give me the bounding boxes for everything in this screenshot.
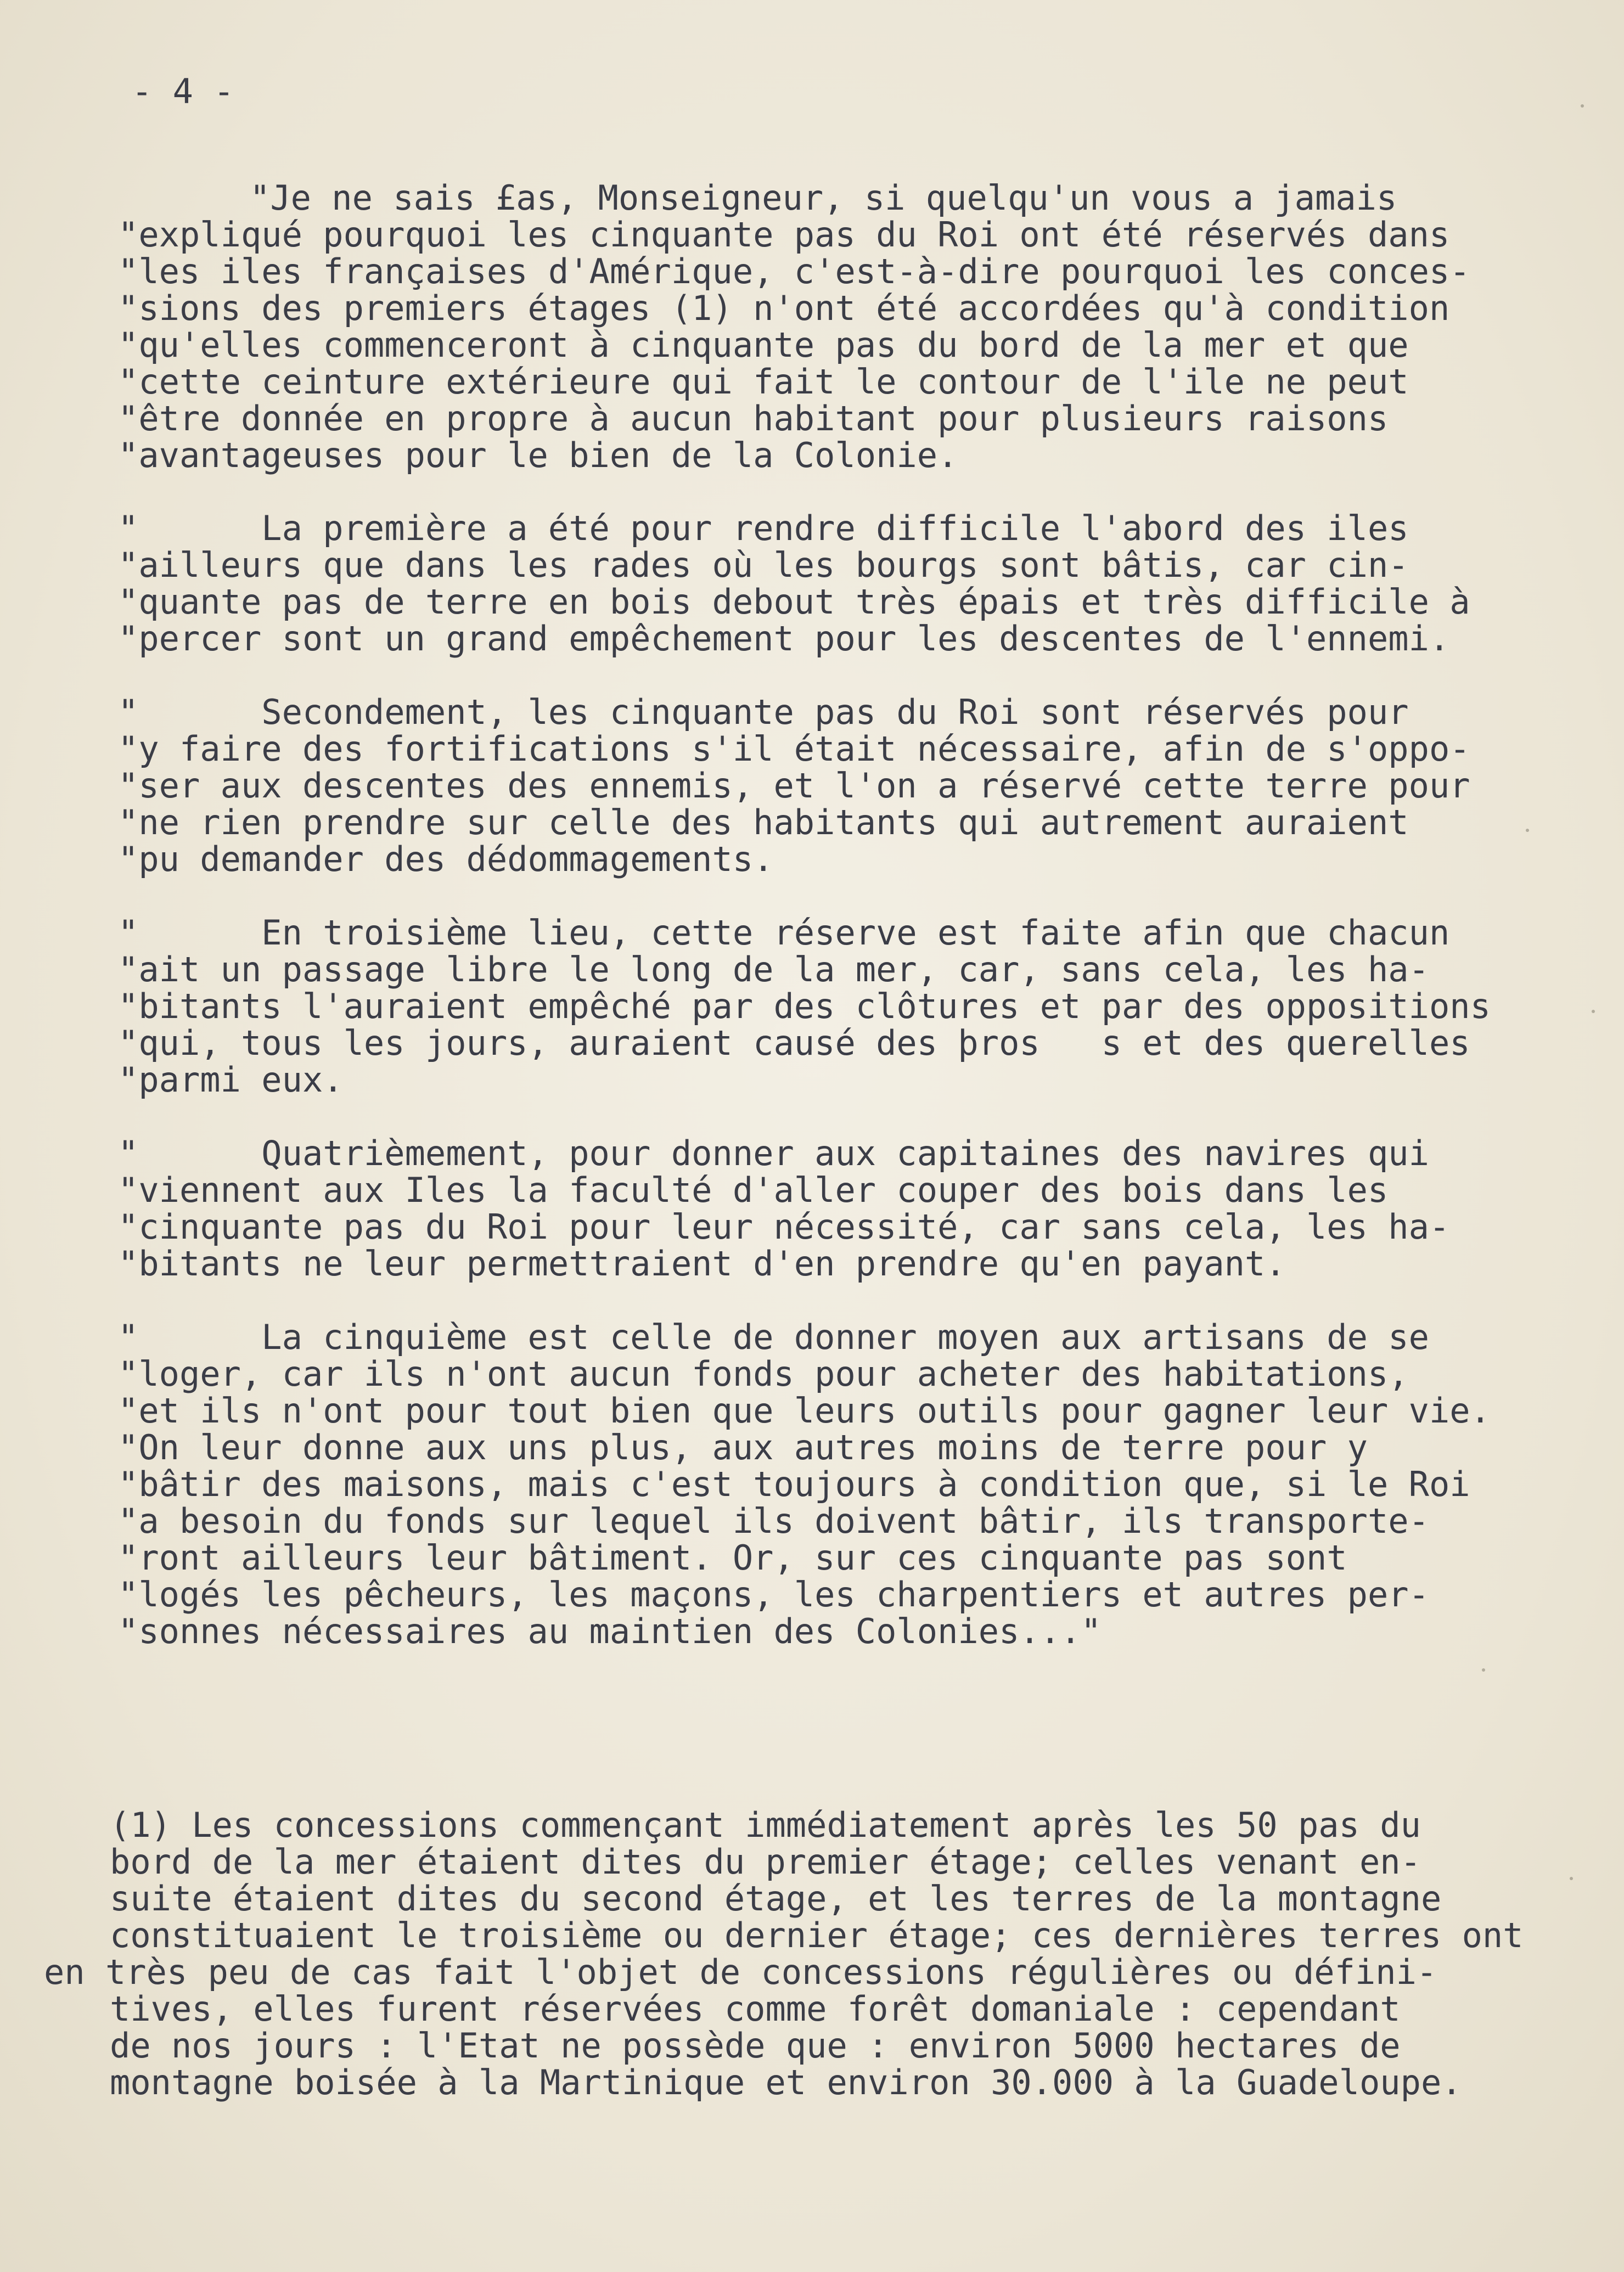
quote-line: "sonnes nécessaires au maintien des Colonies..." [118,1611,1102,1651]
quote-line: " Quatrièmement, pour donner aux capitaines des navires qui [118,1133,1429,1173]
quote-line: "ne rien prendre sur celle des habitants qui autrement auraient [118,802,1409,842]
quote-line: "ait un passage libre le long de la mer, car, sans cela, les ha- [118,949,1429,989]
quote-line: "sions des premiers étages (1) n'ont été accordées qu'à condition [118,288,1450,328]
quote-line: "bitants l'auraient empêché par des clôtures et par des oppositions [118,986,1491,1026]
quote-line: "bitants ne leur permettraient d'en prendre qu'en payant. [118,1244,1286,1284]
quote-line: "On leur donne aux uns plus, aux autres moins de terre pour y [118,1427,1368,1467]
paper-speck [1482,1668,1485,1672]
quote-line: " La cinquième est celle de donner moyen aux artisans de se [118,1317,1429,1357]
quote-line: "avantageuses pour le bien de la Colonie. [118,435,958,475]
quote-line: " La première a été pour rendre difficile l'abord des iles [118,508,1409,548]
quote-line: "viennent aux Iles la faculté d'aller couper des bois dans les [118,1170,1389,1210]
quote-line: "qui, tous les jours, auraient causé des þros s et des querelles [118,1023,1470,1063]
quote-line: "cette ceinture extérieure qui fait le contour de l'ile ne peut [118,362,1409,402]
footnote-line: de nos jours : l'Etat ne possède que : environ 5000 hectares de [110,2026,1401,2066]
paper-speck [1570,1877,1573,1880]
footnote-line: tives, elles furent réservées comme forêt domaniale : cependant [110,1989,1401,2029]
quote-line: "y faire des fortifications s'il était nécessaire, afin de s'oppo- [118,729,1470,769]
footnote-line: (1) Les concessions commençant immédiatement après les 50 pas du [110,1805,1421,1845]
quote-line: "expliqué pourquoi les cinquante pas du Roi ont été réservés dans [118,215,1450,255]
paper-speck [1581,104,1584,108]
quote-line: "qu'elles commenceront à cinquante pas du bord de la mer et que [118,325,1409,365]
footnote-line: bord de la mer étaient dites du premier étage; celles venant en- [110,1842,1421,1882]
page-number: - 4 - [132,71,234,111]
quote-line: "pu demander des dédommagements. [118,839,774,879]
footnote-line: suite étaient dites du second étage, et les terres de la montagne [110,1879,1442,1919]
quote-line: "être donnée en propre à aucun habitant pour plusieurs raisons [118,398,1389,438]
footnote-line: constituaient le troisième ou dernier étage; ces dernières terres ont [110,1915,1524,1955]
quote-line: "ront ailleurs leur bâtiment. Or, sur ces cinquante pas sont [118,1538,1347,1578]
quote-line: "ailleurs que dans les rades où les bourgs sont bâtis, car cin- [118,545,1409,585]
quote-line: "percer sont un grand empêchement pour les descentes de l'ennemi. [118,618,1450,659]
quote-line: " En troisième lieu, cette réserve est faite afin que chacun [118,913,1450,953]
paper-speck [1592,1010,1595,1013]
quote-line: "a besoin du fonds sur lequel ils doivent bâtir, ils transporte- [118,1501,1429,1541]
quote-line: "logés les pêcheurs, les maçons, les charpentiers et autres per- [118,1574,1429,1615]
quote-line: " Secondement, les cinquante pas du Roi sont réservés pour [118,692,1409,732]
quote-line: "ser aux descentes des ennemis, et l'on a réservé cette terre pour [118,766,1470,806]
footnote-line: montagne boisée à la Martinique et environ 30.000 à la Guadeloupe. [110,2062,1462,2102]
quote-line: "Je ne sais £as, Monseigneur, si quelqu'un vous a jamais [250,178,1397,218]
quote-line: "les iles françaises d'Amérique, c'est-à-dire pourquoi les conces- [118,251,1470,291]
quote-line: "cinquante pas du Roi pour leur nécessité, car sans cela, les ha- [118,1207,1450,1247]
quote-line: "quante pas de terre en bois debout très épais et très difficile à [118,582,1470,622]
quote-line: "loger, car ils n'ont aucun fonds pour acheter des habitations, [118,1354,1409,1394]
paper-speck [1526,829,1529,832]
quote-line: "bâtir des maisons, mais c'est toujours à condition que, si le Roi [118,1464,1470,1504]
quote-line: "et ils n'ont pour tout bien que leurs outils pour gagner leur vie. [118,1391,1491,1431]
footnote-line: en très peu de cas fait l'objet de concessions régulières ou défini- [44,1952,1437,1992]
quote-line: "parmi eux. [118,1060,344,1100]
